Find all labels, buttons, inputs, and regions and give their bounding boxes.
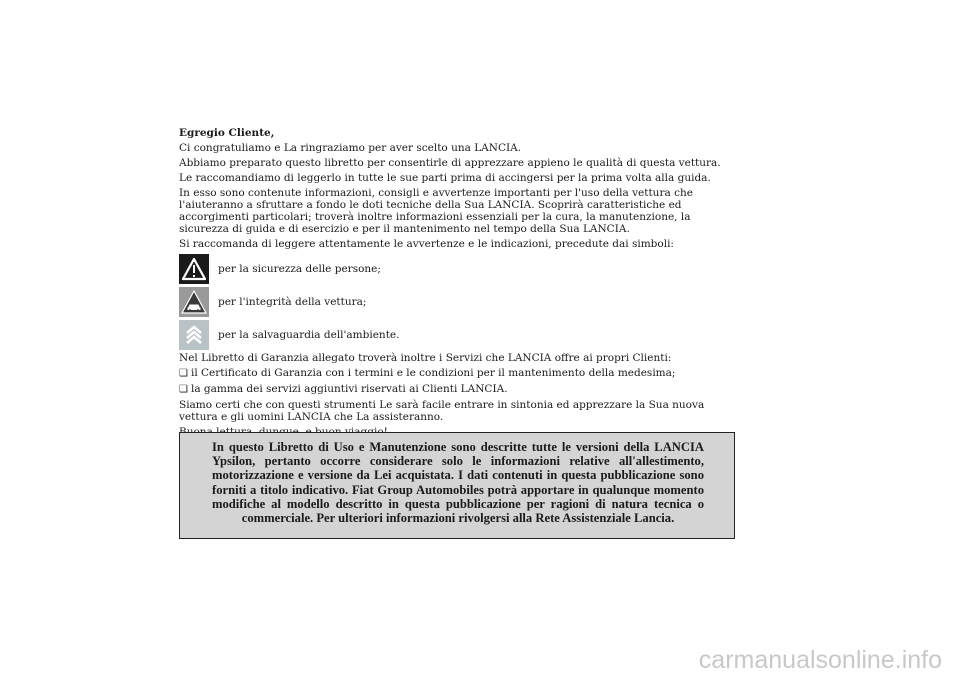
symbol-row-safety [179,253,738,284]
greeting: Egregio Cliente, [179,127,275,139]
symbol-label-safety: per la sicurezza delle persone; [218,262,381,275]
closing-paragraph: Siamo certi che con questi strumenti Le sarà facile entrare in sintonia ed apprezzare la Sua nuova vettura e gli uomini LANCIA che La assisteranno. [179,399,705,423]
intro-paragraph: In esso sono contenute informazioni, consigli e avvertenze importanti per l'uso della vettura che l'aiuteranno a sfruttare a fondo le doti tecniche della Sua LANCIA. Scoprirà caratteristiche ed accorgimenti particolari; troverà inoltre informazioni essenziali per la cura, la manutenzione, la sicurezza di guida e di esercizio e per il mantenimento nel tempo della Sua LANCIA. [179,187,693,235]
intro-line-1: Ci congratuliamo e La ringraziamo per aver scelto una LANCIA. [179,142,522,154]
intro-line-2: Abbiamo preparato questo libretto per consentirle di apprezzare appieno le qualità di questa vettura. [179,157,721,169]
notice-box: In questo Libretto di Uso e Manutenzione sono descritte tutte le versioni della LANCIA Ypsilon, pertanto occorre considerare solo le informazioni relative all'allestimento, motorizzazione e versione da Lei acquistata. I dati contenuti in questa pubblicazione sono forniti a titolo indicativo. Fiat Group Automobiles potrà apportare in qualunque momento modifiche al modello descritto in questa pubblicazione per ragioni di natura tecnica o commerciale. Per ulteriori informazioni rivolgersi alla Rete Assistenziale Lancia. [179,432,735,539]
environment-icon [179,320,209,350]
symbol-row-vehicle [179,286,738,317]
letter-body [179,127,738,441]
warning-triangle-icon [179,254,209,284]
warranty-item-services: ❏ la gamma dei servizi aggiuntivi riservati ai Clienti LANCIA. [179,383,738,396]
symbol-row-environment [179,319,738,350]
warranty-intro: Nel Libretto di Garanzia allegato troverà inoltre i Servizi che LANCIA offre ai propri Clienti: [179,352,672,364]
symbols-intro: Si raccomanda di leggere attentamente le avvertenze e le indicazioni, precedute dai simboli: [179,238,674,250]
intro-line-3: Le raccomandiamo di leggerlo in tutte le sue parti prima di accingersi per la prima volta alla guida. [179,172,711,184]
warranty-item-certificate: ❏ il Certificato di Garanzia con i termini e le condizioni per il mantenimento della medesima; [179,367,738,380]
symbol-label-vehicle: per l'integrità della vettura; [218,295,367,308]
symbol-label-environment: per la salvaguardia dell'ambiente. [218,328,400,341]
car-warning-icon [179,287,209,317]
watermark: carmanualsonline.info [698,646,942,674]
